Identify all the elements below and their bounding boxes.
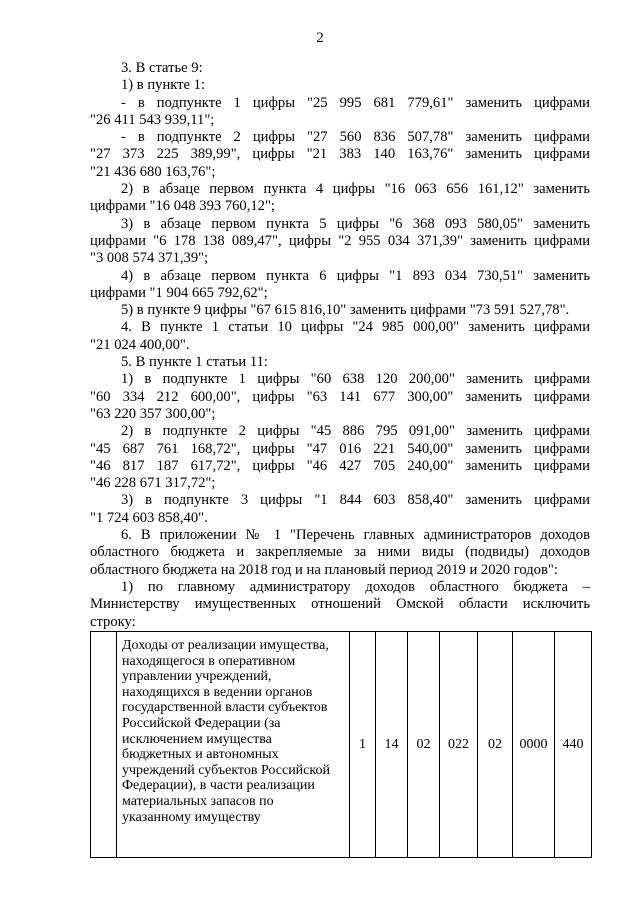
paragraph: "45 687 761 168,72", цифры "47 016 221 540,00" заменить цифрами bbox=[90, 440, 590, 457]
paragraph: 1) по главному администратору доходов областного бюджета – bbox=[121, 578, 590, 595]
paragraph: "3 008 574 371,39"; bbox=[90, 250, 209, 267]
paragraph: "21 024 400,00". bbox=[90, 336, 190, 353]
excluded-row-table bbox=[90, 631, 591, 858]
paragraph: 3. В статье 9: bbox=[121, 60, 203, 76]
table-cell-empty bbox=[91, 632, 117, 858]
paragraph: 5) в пункте 9 цифры "67 615 816,10" заменить цифрами "73 591 527,78". bbox=[121, 302, 570, 319]
code-cell: 0000 bbox=[513, 632, 555, 858]
paragraph: 4. В пункте 1 статьи 10 цифры "24 985 000,00" заменить цифрами bbox=[121, 319, 590, 336]
paragraph: 1) в пункте 1: bbox=[121, 77, 206, 94]
paragraph: "63 220 357 300,00"; bbox=[90, 405, 216, 422]
paragraph: цифрами "1 904 665 792,62"; bbox=[90, 284, 268, 301]
paragraph: "26 411 543 939,11"; bbox=[90, 111, 215, 128]
paragraph: 5. В пункте 1 статьи 11: bbox=[121, 354, 268, 371]
paragraph: 2) в подпункте 2 цифры "45 886 795 091,00" заменить цифрами bbox=[121, 423, 590, 440]
paragraph: - в подпункте 1 цифры "25 995 681 779,61" заменить цифрами bbox=[121, 94, 590, 111]
paragraph: областного бюджета и закрепляемые за ними виды (подвиды) доходов bbox=[90, 544, 590, 561]
paragraph: 3) в абзаце первом пункта 5 цифры "6 368 093 580,05" заменить bbox=[121, 215, 590, 232]
paragraph: цифрами "16 048 393 760,12"; bbox=[90, 198, 275, 215]
paragraph: "46 228 671 317,72"; bbox=[90, 475, 216, 492]
paragraph: 1) в подпункте 1 цифры "60 638 120 200,00" заменить цифрами bbox=[121, 371, 590, 388]
paragraph: областного бюджета на 2018 год и на плановый период 2019 и 2020 годов": bbox=[90, 561, 558, 578]
paragraph: - в подпункте 2 цифры "27 560 836 507,78" заменить цифрами bbox=[121, 129, 590, 146]
page-number: 2 bbox=[316, 30, 324, 46]
code-cell: 022 bbox=[440, 632, 478, 858]
paragraph: строку: bbox=[90, 613, 136, 630]
paragraph: "1 724 603 858,40". bbox=[90, 509, 208, 526]
table-row bbox=[91, 632, 592, 858]
paragraph: 4) в абзаце первом пункта 6 цифры "1 893 034 730,51" заменить bbox=[121, 267, 590, 284]
document-body bbox=[90, 60, 590, 631]
paragraph: "60 334 212 600,00", цифры "63 141 677 300,00" заменить цифрами bbox=[90, 388, 590, 405]
codes-table bbox=[90, 631, 592, 858]
code-cell: 1 bbox=[350, 632, 376, 858]
code-cell: 02 bbox=[408, 632, 440, 858]
code-cell: 440 bbox=[555, 632, 592, 858]
income-description-cell: Доходы от реализации имущества, находящегося в оперативном управлении учреждений, находящихся в ведении органов государственной власти субъектов Российской Федерации (за исключением имущества бюджетных и автономных учреждений субъектов Российской Федерации), в части реализации материальных запасов по указанному имуществу bbox=[117, 632, 350, 858]
paragraph: "46 817 187 617,72", цифры "46 427 705 240,00" заменить цифрами bbox=[90, 457, 590, 474]
paragraph: Министерству имущественных отношений Омской области исключить bbox=[90, 596, 590, 613]
code-cell: 02 bbox=[478, 632, 513, 858]
paragraph: "21 436 680 163,76"; bbox=[90, 163, 216, 180]
paragraph: 6. В приложении № 1 "Перечень главных администраторов доходов bbox=[121, 527, 590, 544]
paragraph: 2) в абзаце первом пункта 4 цифры "16 063 656 161,12" заменить bbox=[121, 181, 590, 198]
code-cell: 14 bbox=[376, 632, 408, 858]
paragraph: 3) в подпункте 3 цифры "1 844 603 858,40" заменить цифрами bbox=[121, 492, 590, 509]
paragraph: "27 373 225 389,99", цифры "21 383 140 163,76" заменить цифрами bbox=[90, 146, 590, 163]
paragraph: цифрами "6 178 138 089,47", цифры "2 955 034 371,39" заменить цифрами bbox=[90, 232, 590, 249]
